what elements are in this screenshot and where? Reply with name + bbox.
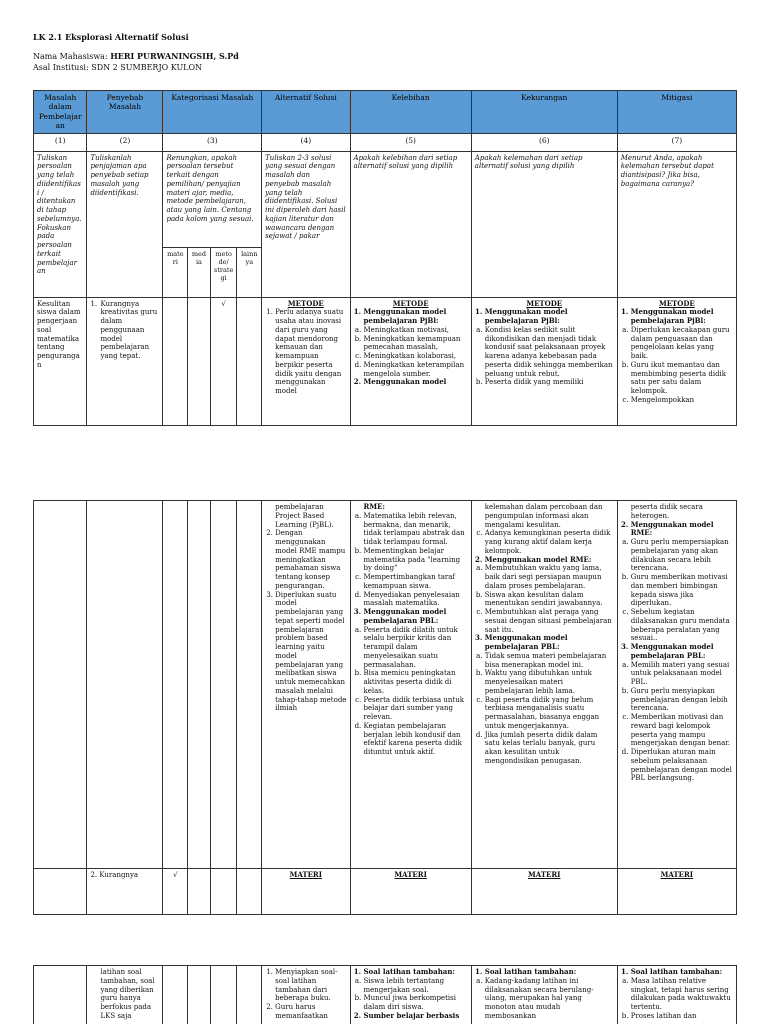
- mit-pbl-c: c. Memberikan motivasi dan reward bagi kelompok peserta yang mampu mengerjakan dengan benar.: [631, 713, 733, 748]
- metode-label-kel: METODE: [392, 298, 429, 308]
- mitigasi-materi: [617, 869, 736, 915]
- penyebab-cont: latihan soal tambahan, soal yang diberikan guru hanya berfokus pada LKS saja: [100, 968, 155, 1020]
- kel-rme-d: d. Menyediakan penyelesaian masalah matematika.: [364, 591, 468, 609]
- kel-item-a: a. Meningkatkan motivasi,: [364, 326, 468, 335]
- kel-item-c: c. Meningkatkan kolaborasi,: [364, 352, 468, 361]
- kel-3-b: b. Muncul jiwa berkompetisi dalam diri siswa.: [364, 994, 468, 1012]
- kek-item-a: a. Kondisi kelas sedikit sulit dikondisikan dan menjadi tidak kondusif saat pelaksanaan proyek karena adanya kebebasan pada peserta didik sehingga memberikan peluang untuk rebut.: [485, 326, 614, 379]
- cat-materi: materi: [163, 247, 188, 297]
- cat-lainnya: lainnya: [237, 247, 262, 297]
- student-name: Nama Mahasiswa: HERI PURWANINGSIH, S.Pd: [33, 51, 239, 61]
- kek-heading-pbl: 3. Menggunakan model pembelajaran PBL:: [485, 634, 614, 652]
- num-7: (7): [617, 133, 736, 151]
- masalah-cell-2: [34, 501, 87, 869]
- num-4: (4): [262, 133, 350, 151]
- instr-5: Apakah kelebihan dari setiap alternatif solusi yang dipilih: [350, 151, 471, 297]
- kek-heading-rme: 2. Menggunakan model RME:: [485, 556, 614, 565]
- mit-item-a: a. Diperlukan kecakapan guru dalam penguasaan dan pengelolaan kelas yang baik.: [631, 326, 733, 361]
- kel-item-d: d. Meningkatkan keterampilan mengelola sumber.: [364, 361, 468, 379]
- kekurangan-cell-2: [471, 501, 617, 869]
- number-row: [34, 133, 737, 151]
- kek-rme-a: a. Membutuhkan waktu yang lama, baik dari segi persiapan maupun dalam proses pembelajaran.: [485, 564, 614, 590]
- kek-item-c: c. Adanya kemungkinan peserta didik yang kurang aktif dalam kerja kelompok.: [485, 529, 614, 555]
- penyebab-text: Kurangnya kreativitas guru dalam penggunaan model pembelajaran yang tepat.: [100, 299, 158, 360]
- kel-pbl-c: c. Peserta didik terbiasa untuk belajar dari sumber yang relevan.: [364, 696, 468, 722]
- kelebihan-materi: [350, 869, 471, 915]
- kel-rme-a: a. Matematika lebih relevan, bermakna, dan menarik, tidak terlampau abstrak dan tidak terlampau formal.: [364, 512, 468, 547]
- instr-2: Tuliskanlah penjajaman apa penyebab setiap masalah yang diidentifikasi.: [87, 151, 163, 297]
- kekurangan-cell-1: [471, 297, 617, 425]
- kek-pbl-c: c. Bagi peserta didik yang belum terbiasa menganalisis suatu permasalahan, biasanya enggan untuk mengerjakannya.: [485, 696, 614, 731]
- kek-cont: kelemahan dalam percobaan dan pengumpulan informasi akan mengalami kesulitan.: [484, 503, 603, 529]
- instr-7: Menurut Anda, apakah kelemahan tersebut dapat diantisipasi? Jika bisa, bagaimana caranya?: [617, 151, 736, 297]
- kelebihan-cell-1: [350, 297, 471, 425]
- check-materi-2: [163, 501, 188, 869]
- penyebab-num: 1.: [90, 299, 98, 308]
- worksheet-title: LK 2.1 Eksplorasi Alternatif Solusi: [33, 32, 189, 42]
- solusi-cell-1: [262, 297, 350, 425]
- materi-label-kek: MATERI: [528, 870, 561, 879]
- mit-pbl-d: d. Diperlukan aturan main sebelum pelaksanaan pembelajaran dengan model PBL berlangsung.: [631, 748, 733, 783]
- cat-metode: metode/ strategi: [210, 247, 237, 297]
- kek-item-b: b. Peserta didik yang memiliki: [485, 378, 614, 387]
- kel-item-b: b. Meningkatkan kemampuan pemecahan masalah,: [364, 335, 468, 353]
- kel-rme-c: c. Mempertimbangkan taraf kemampuan siswa.: [364, 573, 468, 591]
- table-segment-3: [33, 965, 737, 1024]
- instr-6: Apakah kelemahan dari setiap alternatif solusi yang dipilih: [471, 151, 617, 297]
- mit-3-heading: 1. Soal latihan tambahan:: [631, 968, 733, 977]
- kel-pbl-d: d. Kegiatan pembelajaran berjalan lebih kondusif dan efektif karena peserta didik dituntut untuk aktif.: [364, 722, 468, 757]
- data-row-1: [34, 297, 737, 425]
- instruction-row: [34, 151, 737, 247]
- col-kategorisasi: Kategorisasi Masalah: [163, 91, 262, 134]
- mit-heading-pbl: 3. Menggunakan model pembelajaran PBL:: [631, 643, 733, 661]
- mit-3-a: a. Masa latihan relative singkat, tetapi harus sering dilakukan pada waktuwaktu tertentu.: [631, 977, 733, 1012]
- solusi-cell-3: [262, 966, 350, 1024]
- check-media-2b: [188, 869, 211, 915]
- check-materi-3: [163, 966, 188, 1024]
- kel-rme-heading: RME:: [363, 502, 385, 511]
- penyebab-2: 2. Kurangnya: [87, 869, 163, 915]
- mit-rme-c: c. Sebelum kegiatan dilaksanakan guru mendata beberapa peralatan yang sesuai..: [631, 608, 733, 643]
- kel-3-a: a. Siswa lebih tertantang mengerjakan soal.: [364, 977, 468, 995]
- kekurangan-materi: [471, 869, 617, 915]
- mit-heading-pjbl: 1. Menggunakan model pembelajaran PjBl:: [631, 308, 733, 326]
- mit-item-b: b. Guru ikut memantau dan membimbing peserta didik satu per satu dalam kelompok.: [631, 361, 733, 396]
- mitigasi-cell-1: [617, 297, 736, 425]
- col-kelebihan: Kelebihan: [350, 91, 471, 134]
- num-6: (6): [471, 133, 617, 151]
- data-row-2: [34, 501, 737, 869]
- check-media-2: [188, 501, 211, 869]
- penyebab-cell-2: [87, 501, 163, 869]
- col-penyebab: Penyebab Masalah: [87, 91, 163, 134]
- mit-rme-b: b. Guru memberikan motivasi dan memberi bimbingan kepada siswa jika diperlukan.: [631, 573, 733, 608]
- col-alternatif-solusi: Alternatif Solusi: [262, 91, 350, 134]
- kek-pbl-a: a. Tidak semua materi pembelajaran bisa menerapkan model ini.: [485, 652, 614, 670]
- col-kekurangan: Kekurangan: [471, 91, 617, 134]
- check-media: [188, 297, 211, 425]
- kelebihan-cell-2: [350, 501, 471, 869]
- header-row: [34, 91, 737, 134]
- instr-4: Tuliskan 2-3 solusi yang sesuai dengan masalah dan penyebab masalah yang telah diidentifikasi. Solusi ini diperoleh dari hasil kajian literatur dan wawancara dengan sejawat / pakar: [262, 151, 350, 297]
- check-lainnya-3: [237, 966, 262, 1024]
- num-5: (5): [350, 133, 471, 151]
- solusi-item-2: 2. Dengan menggunakan model RME mampu meningkatkan pemahaman siswa tentang konsep pengurangan.: [275, 529, 346, 590]
- kel-heading-pbl: 3. Menggunakan model pembelajaran PBL:: [364, 608, 468, 626]
- table-segment-1: [33, 90, 737, 426]
- mit-pbl-b: b. Guru perlu menyiapkan pembelajaran dengan lebih terencana.: [631, 687, 733, 713]
- solusi-materi: [262, 869, 350, 915]
- solusi-3-item-1: 1. Menyiapkan soal-soal latihan tambahan dari beberapa buku.: [275, 968, 346, 1003]
- penyebab-cell: [87, 297, 163, 425]
- kek-heading-pjbl: 1. Menggunakan model pembelajaran PjBl:: [485, 308, 614, 326]
- solusi-item-1: 1. Perlu adanya suatu usaha atau inovasi dari guru yang dapat mendorong kemauan dan kemampuan berpikir peserta didik yaitu dengan menggunakan model: [275, 308, 346, 396]
- mit-pbl-a: a. Memilih materi yang sesuai untuk pelaksanaan model PBL.: [631, 661, 733, 687]
- materi-label-kel: MATERI: [394, 870, 427, 879]
- data-row-2b: [34, 869, 737, 915]
- col-mitigasi: Mitigasi: [617, 91, 736, 134]
- mit-cont: peserta didik secara heterogen.: [630, 503, 703, 520]
- mitigasi-cell-3: [617, 966, 736, 1024]
- cat-media: media: [188, 247, 211, 297]
- table-segment-2: [33, 500, 737, 915]
- solusi-cell-2: [262, 501, 350, 869]
- table-segment-3-clip: [0, 963, 768, 1024]
- kel-rme-b: b. Mementingkan belajar matematika pada "learning by doing": [364, 547, 468, 573]
- masalah-cell: Kesulitan siswa dalam pengerjaan soal matematika tentang pengurangan: [34, 297, 87, 425]
- check-lainnya: [237, 297, 262, 425]
- check-metode-2b: [210, 869, 237, 915]
- kekurangan-cell-3: [471, 966, 617, 1024]
- solusi-cont: pembelajaran Project Based Learning (PjBL).: [275, 503, 334, 529]
- check-media-3: [188, 966, 211, 1024]
- materi-label-mit: MATERI: [660, 870, 694, 879]
- kek-3-heading: 1. Soal latihan tambahan:: [485, 968, 614, 977]
- num-2: (2): [87, 133, 163, 151]
- check-materi: [163, 297, 188, 425]
- metode-label-kek: METODE: [526, 298, 563, 308]
- check-lainnya-2b: [237, 869, 262, 915]
- check-metode-3: [210, 966, 237, 1024]
- kek-rme-c: c. Membutuhkan alat peraga yang sesuai dengan situasi pembelajaran saat itu.: [485, 608, 614, 634]
- data-row-3: [34, 966, 737, 1024]
- kek-pbl-b: b. Waktu yang dibutuhkan untuk menyelesaikan materi pembelajaran lebih lama.: [485, 669, 614, 695]
- kel-pbl-b: b. Bisa memicu peningkatan aktivitas peserta didik di kelas.: [364, 669, 468, 695]
- check-lainnya-2: [237, 501, 262, 869]
- col-masalah: Masalah dalam Pembelajaran: [34, 91, 87, 134]
- solusi-item-3: 3. Diperlukan suatu model pembelajaran yang tepat seperti model pembelajaran problem based learning yaitu model pembelajaran yang melibatkan siswa untuk memecahkan masalah melalui tahap-tahap metode ilmiah: [275, 591, 346, 714]
- masalah-cell-2b: [34, 869, 87, 915]
- check-metode: √: [210, 297, 237, 425]
- num-1: (1): [34, 133, 87, 151]
- kelebihan-cell-3: [350, 966, 471, 1024]
- check-materi-2b: √: [163, 869, 188, 915]
- kel-3-heading: 1. Soal latihan tambahan:: [364, 968, 468, 977]
- kel-heading-2: 2. Menggunakan model: [364, 378, 468, 387]
- masalah-cell-3: [34, 966, 87, 1024]
- kel-heading-pjbl: 1. Menggunakan model pembelajaran PjBl:: [364, 308, 468, 326]
- mit-3-b: b. Proses latihan dan: [631, 1012, 733, 1021]
- mit-item-c: c. Mengelompokkan: [631, 396, 733, 405]
- kel-pbl-a: a. Peserta didik dilatih untuk selalu berpikir kritis dan terampil dalam menyelesaikan suatu permasalahan.: [364, 626, 468, 670]
- num-3: (3): [163, 133, 262, 151]
- metode-label-mit: METODE: [658, 298, 695, 308]
- mit-rme-a: a. Guru perlu mempersiapkan pembelajaran yang akan dilakukan secara lebih terencana.: [631, 538, 733, 573]
- instr-1: Tuliskan persoalan yang telah diidentifikas i / ditentukan di tahap sebelumnya. Fokuskan pada persoalan terkait pembelajar an: [34, 151, 87, 297]
- kel-3-heading-2: 2. Sumber belajar berbasis: [364, 1012, 468, 1021]
- mit-heading-rme: 2. Menggunakan model RME:: [631, 521, 733, 539]
- solusi-3-item-2: 2. Guru harus memanfaatkan: [275, 1003, 346, 1021]
- instr-3: Renungkan, apakah persoalan tersebut terkait dengan pemilihan/ penyajian materi ajar, media, metode pembelajaran, atau yang lain. Centang pada kolom yang sesuai.: [163, 151, 262, 247]
- kek-rme-b: b. Siswa akan kesulitan dalam menentukan sendiri jawabannya.: [485, 591, 614, 609]
- metode-label: METODE: [287, 298, 324, 308]
- penyebab-cell-3: [87, 966, 163, 1024]
- kek-3-a: a. Kadang-kadang latihan ini dilaksanakan secara berulang-ulang, merupakan hal yang monoton atau mudah membosankan: [485, 977, 614, 1021]
- institution: Asal Institusi: SDN 2 SUMBERJO KULON: [33, 63, 203, 72]
- kek-pbl-d: d. Jika jumlah peserta didik dalam satu kelas terlalu banyak, guru akan kesulitan untuk mengondisikan penugasan.: [485, 731, 614, 766]
- materi-label-sol: MATERI: [289, 870, 323, 879]
- check-metode-2: [210, 501, 237, 869]
- mitigasi-cell-2: [617, 501, 736, 869]
